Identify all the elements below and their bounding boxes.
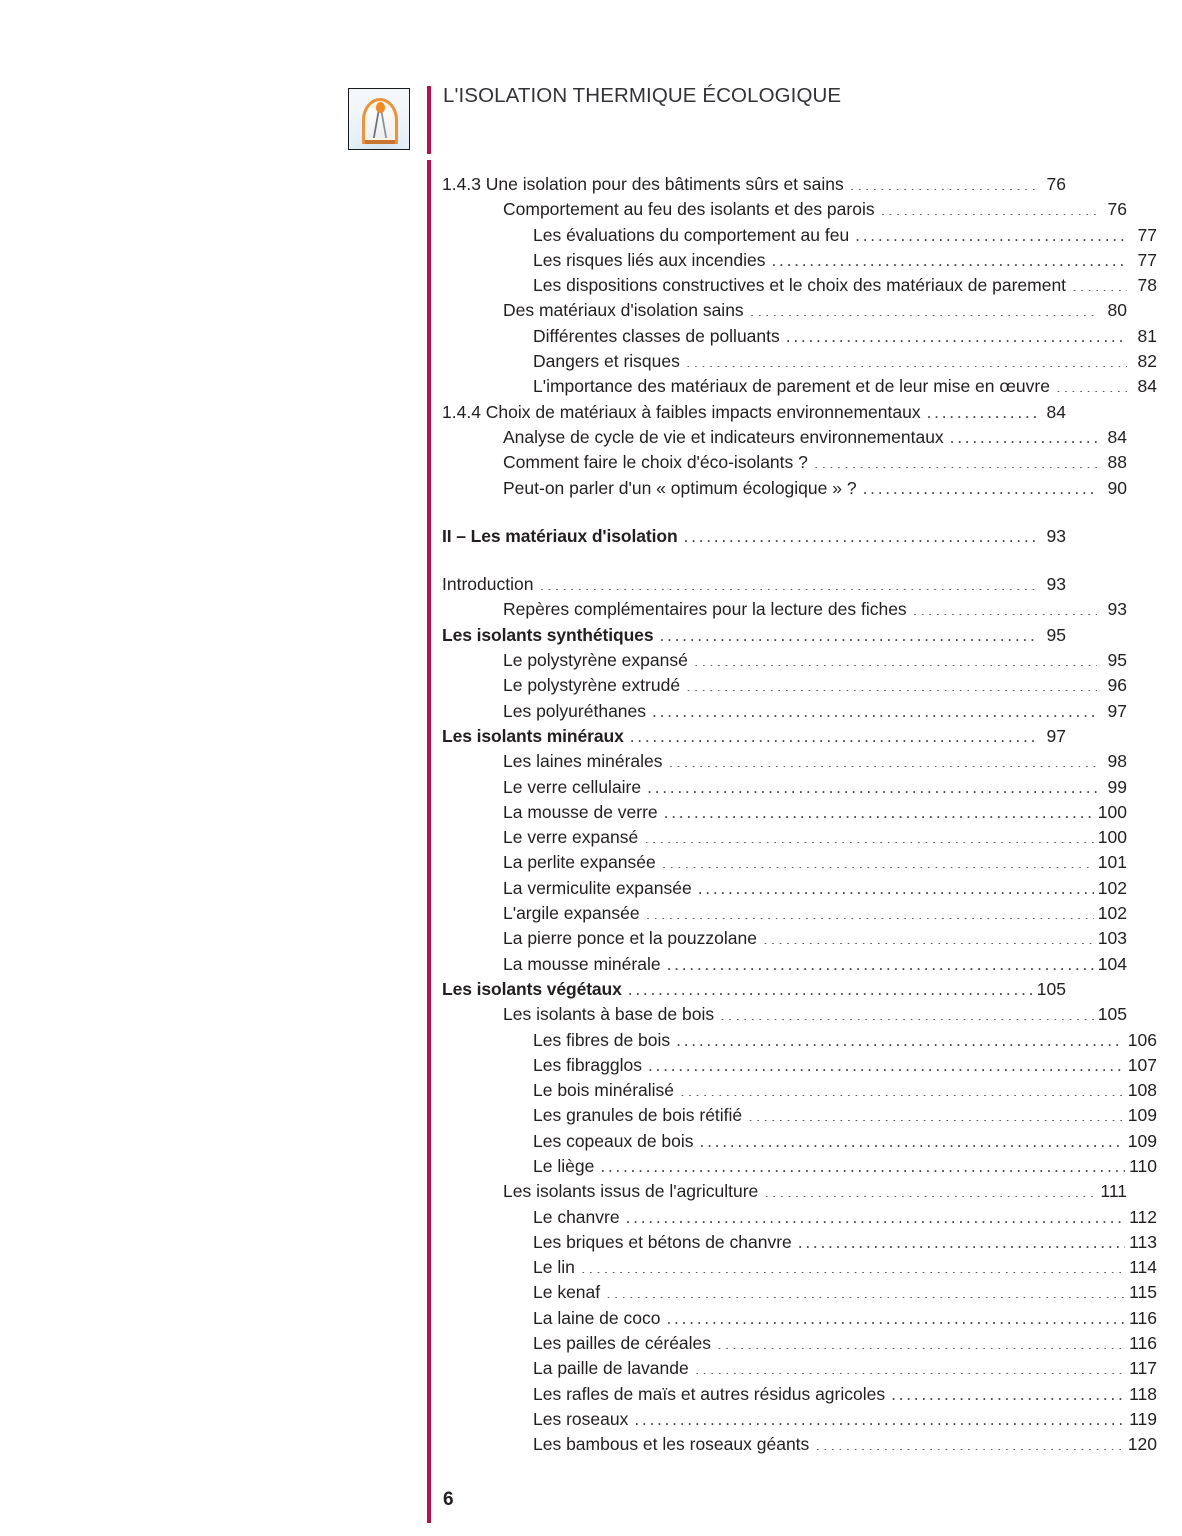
toc-entry-page: 90 (1107, 477, 1127, 498)
toc-entry-page: 107 (1127, 1054, 1157, 1075)
toc-leader-dots (644, 826, 1094, 844)
toc-entry-page: 103 (1097, 928, 1127, 949)
page-header (0, 0, 1182, 160)
toc-leader-dots (863, 476, 1097, 494)
toc-entry-label: Les briques et bétons de chanvre (533, 1231, 792, 1252)
toc-entry-page: 78 (1137, 275, 1157, 296)
toc-leader-dots (913, 598, 1097, 616)
toc-entry[interactable] (442, 926, 1127, 951)
toc-entry[interactable] (442, 901, 1127, 926)
toc-entry[interactable] (442, 749, 1127, 774)
toc-entry[interactable] (442, 1382, 1157, 1407)
toc-entry-page: 95 (1046, 624, 1066, 645)
toc-entry-label: Le polystyrène extrudé (503, 675, 681, 696)
toc-leader-dots (700, 1129, 1124, 1147)
book-arch-logo-icon (348, 88, 410, 150)
toc-entry[interactable] (442, 450, 1127, 475)
toc-leader-dots (717, 1332, 1125, 1350)
toc-entry-page: 98 (1107, 751, 1127, 772)
toc-entry-label: Les isolants végétaux (442, 978, 622, 999)
toc-entry-page: 95 (1107, 650, 1127, 671)
toc-entry-label: La mousse de verre (503, 801, 658, 822)
toc-entry-label: Les dispositions constructives et le choix des matériaux de parement (533, 275, 1067, 296)
toc-entry[interactable] (442, 850, 1127, 875)
toc-entry[interactable] (442, 572, 1066, 597)
toc-leader-dots (646, 902, 1094, 920)
toc-entry-label: L'importance des matériaux de parement et de leur mise en œuvre (533, 376, 1050, 397)
toc-entry[interactable] (442, 1078, 1157, 1103)
toc-entry[interactable] (442, 1255, 1157, 1280)
toc-entry[interactable] (442, 172, 1066, 197)
toc-entry-label: Les rafles de maïs et autres résidus agricoles (533, 1383, 886, 1404)
toc-leader-dots (927, 400, 1036, 418)
toc-entry-page: 84 (1137, 376, 1157, 397)
toc-entry-page: 76 (1046, 174, 1066, 194)
toc-entry-page: 114 (1129, 1257, 1157, 1278)
toc-entry-label: Comment faire le choix d'éco-isolants ? (503, 452, 808, 473)
toc-entry-page: 93 (1107, 599, 1127, 620)
toc-entry-label: Le liège (533, 1155, 595, 1176)
toc-leader-dots (850, 173, 1036, 191)
toc-entry-label: La perlite expansée (503, 852, 656, 873)
toc-entry-label: Les roseaux (533, 1408, 629, 1429)
toc-leader-dots (626, 1205, 1126, 1223)
toc-leader-dots (698, 876, 1094, 894)
toc-entry-label: Les isolants synthétiques (442, 624, 654, 645)
page-folio-number: 6 (443, 1489, 454, 1510)
logo-base-shape (365, 140, 395, 144)
toc-entry-page: 109 (1127, 1130, 1157, 1151)
toc-leader-dots (748, 1104, 1124, 1122)
toc-entry-label: Le lin (533, 1257, 575, 1278)
toc-entry[interactable] (442, 800, 1127, 825)
toc-entry-label: La mousse minérale (503, 953, 661, 974)
toc-entry[interactable] (442, 775, 1127, 800)
toc-leader-dots (1072, 274, 1127, 292)
toc-entry-page: 101 (1097, 852, 1127, 873)
toc-entry[interactable] (442, 1028, 1157, 1053)
toc-entry-page: 82 (1137, 351, 1157, 372)
toc-entry-page: 77 (1137, 224, 1157, 245)
toc-leader-dots (659, 623, 1036, 641)
toc-leader-dots (764, 1180, 1096, 1198)
toc-leader-dots (667, 952, 1094, 970)
toc-entry-page: 84 (1107, 426, 1127, 447)
toc-entry-page: 93 (1046, 574, 1066, 595)
toc-leader-dots (669, 750, 1097, 768)
toc-entry[interactable] (442, 248, 1157, 273)
toc-entry[interactable] (442, 1053, 1157, 1078)
toc-entry-label: Les isolants à base de bois (503, 1004, 715, 1025)
toc-entry[interactable] (442, 623, 1066, 648)
running-head-title: L'ISOLATION THERMIQUE ÉCOLOGIQUE (443, 84, 842, 107)
toc-entry-page: 106 (1127, 1029, 1157, 1050)
toc-entry-page: 93 (1046, 525, 1066, 546)
toc-leader-dots (581, 1256, 1125, 1274)
toc-entry-label: L'argile expansée (503, 903, 640, 924)
toc-entry[interactable] (442, 1179, 1127, 1204)
toc-entry[interactable] (442, 298, 1127, 323)
toc-entry-page: 109 (1127, 1105, 1157, 1126)
toc-entry[interactable] (442, 1205, 1157, 1230)
toc-entry-label: Les fibres de bois (533, 1029, 671, 1050)
toc-leader-dots (763, 927, 1094, 945)
toc-entry-label: Le verre cellulaire (503, 776, 642, 797)
toc-entry-page: 118 (1129, 1383, 1157, 1404)
toc-entry[interactable] (442, 1154, 1157, 1179)
toc-entry-page: 120 (1127, 1434, 1157, 1455)
toc-entry-label: Les polyuréthanes (503, 700, 647, 721)
toc-entry-page: 100 (1097, 801, 1127, 822)
toc-leader-dots (680, 1079, 1124, 1097)
toc-entry[interactable] (442, 1407, 1157, 1432)
toc-entry-label: La paille de lavande (533, 1358, 689, 1379)
toc-entry[interactable] (442, 699, 1127, 724)
toc-leader-dots (798, 1230, 1125, 1248)
toc-entry[interactable] (442, 673, 1127, 698)
toc-entry[interactable] (442, 1230, 1157, 1255)
toc-leader-dots (1056, 375, 1127, 393)
toc-leader-dots (666, 1306, 1125, 1324)
toc-entry-page: 104 (1097, 953, 1127, 974)
toc-entry[interactable] (442, 825, 1127, 850)
toc-leader-dots (648, 1053, 1124, 1071)
toc-leader-dots (628, 977, 1033, 995)
toc-leader-dots (855, 223, 1127, 241)
toc-entry-label: Les laines minérales (503, 751, 663, 772)
header-vertical-rule (427, 86, 431, 154)
toc-leader-dots (814, 451, 1097, 469)
toc-entry[interactable] (442, 977, 1066, 1002)
toc-entry-page: 84 (1046, 401, 1066, 422)
toc-leader-dots (695, 1357, 1125, 1375)
toc-leader-dots (694, 649, 1097, 667)
toc-entry[interactable] (442, 1103, 1157, 1128)
toc-leader-dots (772, 248, 1128, 266)
toc-leader-dots (720, 1003, 1094, 1021)
toc-entry[interactable] (442, 597, 1127, 622)
toc-entry-page: 112 (1129, 1206, 1157, 1227)
toc-entry-label: Dangers et risques (533, 351, 680, 372)
toc-entry[interactable] (442, 648, 1127, 673)
toc-leader-dots (950, 425, 1097, 443)
toc-entry-page: 105 (1097, 1004, 1127, 1025)
logo-flame-shape (376, 102, 385, 113)
toc-leader-dots (630, 724, 1036, 742)
toc-entry[interactable] (442, 374, 1157, 399)
toc-entry-page: 76 (1107, 199, 1127, 220)
toc-entry-label: La pierre ponce et la pouzzolane (503, 928, 757, 949)
toc-entry-page: 110 (1129, 1155, 1157, 1176)
toc-entry[interactable] (442, 524, 1066, 549)
toc-entry-label: Introduction (442, 574, 534, 595)
toc-entry-label: La laine de coco (533, 1307, 661, 1328)
toc-entry-label: Les isolants minéraux (442, 725, 624, 746)
toc-leader-dots (815, 1433, 1124, 1451)
toc-entry-page: 97 (1046, 725, 1066, 746)
toc-entry-label: Les bambous et les roseaux géants (533, 1434, 810, 1455)
toc-leader-dots (676, 1028, 1124, 1046)
toc-leader-dots (634, 1407, 1125, 1425)
toc-entry-page: 77 (1137, 249, 1157, 270)
toc-entry-label: Les évaluations du comportement au feu (533, 224, 850, 245)
table-of-contents (442, 172, 1157, 1458)
toc-entry-label: II – Les matériaux d'isolation (442, 525, 678, 546)
toc-leader-dots (686, 674, 1097, 692)
toc-entry-label: La vermiculite expansée (503, 877, 692, 898)
toc-entry[interactable] (442, 1002, 1127, 1027)
toc-entry-label: Les copeaux de bois (533, 1130, 694, 1151)
toc-entry-page: 102 (1097, 903, 1127, 924)
toc-entry-label: Les fibragglos (533, 1054, 642, 1075)
toc-entry[interactable] (442, 1280, 1157, 1305)
toc-leader-dots (891, 1382, 1125, 1400)
toc-entry-label: Le kenaf (533, 1282, 601, 1303)
toc-entry[interactable] (442, 1432, 1157, 1457)
toc-entry-label: Les isolants issus de l'agriculture (503, 1181, 759, 1202)
toc-entry[interactable] (442, 724, 1066, 749)
toc-leader-dots (881, 198, 1097, 216)
toc-leader-dots (664, 800, 1094, 818)
toc-entry[interactable] (442, 223, 1157, 248)
toc-leader-dots (786, 324, 1127, 342)
toc-entry-label: Repères complémentaires pour la lecture des fiches (503, 599, 907, 620)
toc-leader-dots (647, 775, 1097, 793)
toc-entry-page: 105 (1036, 978, 1066, 999)
toc-entry-page: 88 (1107, 452, 1127, 473)
page-vertical-rule (427, 160, 431, 1523)
toc-entry-page: 113 (1129, 1231, 1157, 1252)
toc-entry-label: Des matériaux d'isolation sains (503, 300, 744, 321)
toc-entry-page: 117 (1129, 1358, 1157, 1379)
toc-entry-page: 99 (1107, 776, 1127, 797)
toc-leader-dots (686, 350, 1127, 368)
toc-entry[interactable] (442, 952, 1127, 977)
toc-entry-page: 81 (1137, 325, 1157, 346)
toc-entry-page: 115 (1129, 1282, 1157, 1303)
toc-entry[interactable] (442, 1129, 1157, 1154)
toc-entry-label: Analyse de cycle de vie et indicateurs environnementaux (503, 426, 944, 447)
toc-leader-dots (684, 524, 1036, 542)
toc-entry-label: Peut-on parler d'un « optimum écologique » ? (503, 477, 857, 498)
toc-entry[interactable] (442, 349, 1157, 374)
toc-entry-label: Le chanvre (533, 1206, 620, 1227)
toc-leader-dots (600, 1154, 1125, 1172)
toc-leader-dots (606, 1281, 1125, 1299)
toc-leader-dots (662, 851, 1094, 869)
toc-entry-label: 1.4.3 Une isolation pour des bâtiments sûrs et sains (442, 174, 844, 194)
toc-entry[interactable] (442, 1356, 1157, 1381)
toc-entry-label: Le polystyrène expansé (503, 650, 688, 671)
toc-entry-page: 80 (1107, 300, 1127, 321)
toc-entry[interactable] (442, 400, 1066, 425)
toc-entry-label: Le verre expansé (503, 827, 639, 848)
toc-entry[interactable] (442, 1331, 1157, 1356)
toc-entry[interactable] (442, 476, 1127, 501)
toc-entry-label: 1.4.4 Choix de matériaux à faibles impacts environnementaux (442, 401, 921, 422)
toc-entry[interactable] (442, 876, 1127, 901)
toc-entry-label: Les granules de bois rétifié (533, 1105, 743, 1126)
toc-entry-page: 111 (1100, 1181, 1127, 1202)
toc-entry-page: 100 (1097, 827, 1127, 848)
toc-entry-label: Comportement au feu des isolants et des parois (503, 199, 875, 220)
toc-entry[interactable] (442, 425, 1127, 450)
toc-entry-page: 96 (1107, 675, 1127, 696)
toc-leader-dots (652, 699, 1097, 717)
toc-entry-page: 116 (1129, 1307, 1157, 1328)
toc-entry-label: Les risques liés aux incendies (533, 249, 766, 270)
toc-entry[interactable] (442, 324, 1157, 349)
toc-entry-page: 97 (1107, 700, 1127, 721)
toc-entry-page: 116 (1129, 1333, 1157, 1354)
toc-leader-dots (539, 573, 1036, 591)
toc-entry-page: 108 (1127, 1080, 1157, 1101)
toc-entry[interactable] (442, 1306, 1157, 1331)
toc-entry-page: 119 (1129, 1408, 1157, 1429)
toc-entry-page: 102 (1097, 877, 1127, 898)
toc-entry[interactable] (442, 197, 1127, 222)
toc-entry-label: Différentes classes de polluants (533, 325, 780, 346)
toc-entry[interactable] (442, 273, 1157, 298)
toc-entry-label: Les pailles de céréales (533, 1333, 712, 1354)
toc-leader-dots (750, 299, 1097, 317)
toc-entry-label: Le bois minéralisé (533, 1080, 675, 1101)
